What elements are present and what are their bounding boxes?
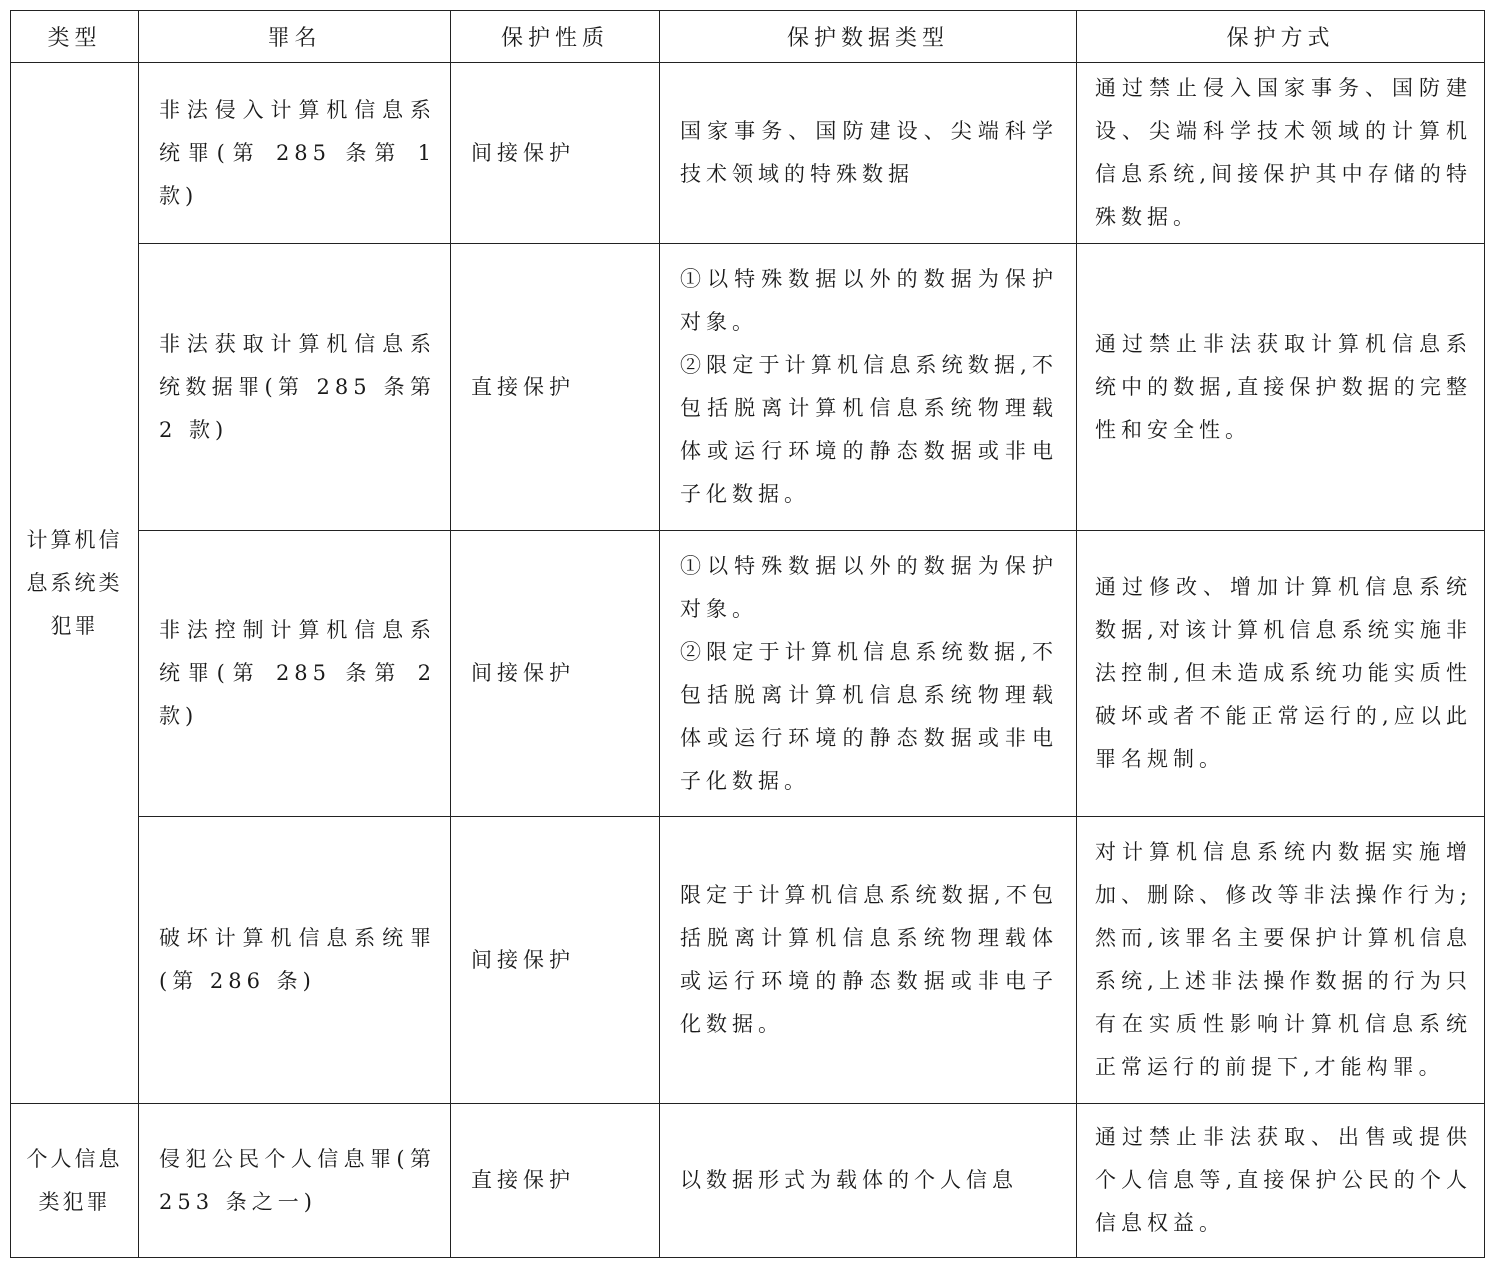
table-row [11, 531, 1485, 817]
protection-nature: 间接保护 [471, 661, 575, 685]
crime-cell [139, 1104, 451, 1258]
nature-cell [451, 1104, 660, 1258]
data-type-cell [660, 1104, 1077, 1258]
table-row [11, 63, 1485, 244]
header-row [11, 11, 1485, 63]
protection-nature: 间接保护 [471, 947, 575, 972]
table-row [11, 244, 1485, 531]
crime-name: 破坏计算机信息系统罪(第 286 条) [159, 926, 436, 993]
crime-cell [139, 817, 451, 1104]
data-type-item: ①以特殊数据以外的数据为保护对象。 [680, 553, 1058, 621]
nature-cell [451, 817, 660, 1104]
table-row [11, 817, 1485, 1104]
data-type-item: 国家事务、国防建设、尖端科学技术领域的特殊数据 [680, 119, 1058, 186]
type-cell [11, 1104, 139, 1258]
protection-mode: 通过禁止侵入国家事务、国防建设、尖端科学技术领域的计算机信息系统,间接保护其中存储的特殊数据。 [1095, 76, 1472, 229]
crime-name: 非法侵入计算机信息系统罪(第 285 条第 1 款) [159, 97, 436, 208]
protection-nature: 直接保护 [471, 374, 575, 399]
protection-nature: 间接保护 [471, 140, 575, 165]
protection-mode: 通过禁止非法获取、出售或提供个人信息等,直接保护公民的个人信息权益。 [1095, 1125, 1472, 1235]
protection-mode: 通过禁止非法获取计算机信息系统中的数据,直接保护数据的完整性和安全性。 [1095, 331, 1472, 442]
data-type-item: 以数据形式为载体的个人信息 [680, 1168, 1018, 1192]
header-nature: 保护性质 [451, 11, 660, 63]
data-type-cell [660, 817, 1077, 1104]
crime-cell [139, 531, 451, 817]
header-mode: 保护方式 [1077, 11, 1485, 63]
crime-name: 非法控制计算机信息系统罪(第 285 条第 2 款) [159, 618, 436, 728]
data-type-cell [660, 531, 1077, 817]
data-type-cell [660, 244, 1077, 531]
type-label: 计算机信息系统类犯罪 [26, 527, 123, 638]
nature-cell [451, 244, 660, 531]
table-row [11, 1104, 1485, 1258]
crime-cell [139, 63, 451, 244]
crime-cell [139, 244, 451, 531]
protection-mode: 对计算机信息系统内数据实施增加、删除、修改等非法操作行为;然而,该罪名主要保护计算机信息系统,上述非法操作数据的行为只有在实质性影响计算机信息系统正常运行的前提下,才能构罪。 [1095, 840, 1472, 1079]
protection-mode: 通过修改、增加计算机信息系统数据,对该计算机信息系统实施非法控制,但未造成系统功能实质性破坏或者不能正常运行的,应以此罪名规制。 [1095, 575, 1472, 771]
nature-cell [451, 531, 660, 817]
crime-name: 侵犯公民个人信息罪(第 253 条之一) [159, 1146, 436, 1214]
crime-data-protection-table [10, 10, 1485, 1258]
mode-cell [1077, 817, 1485, 1104]
type-label: 个人信息类犯罪 [26, 1146, 123, 1214]
header-type: 类型 [11, 11, 139, 63]
header-data-type: 保护数据类型 [660, 11, 1077, 63]
mode-cell [1077, 244, 1485, 531]
data-type-item: 限定于计算机信息系统数据,不包括脱离计算机信息系统物理载体或运行环境的静态数据或非电子化数据。 [680, 883, 1058, 1036]
data-type-item: ②限定于计算机信息系统数据,不包括脱离计算机信息系统物理载体或运行环境的静态数据或非电子化数据。 [680, 639, 1058, 793]
header-crime: 罪名 [139, 11, 451, 63]
mode-cell [1077, 531, 1485, 817]
protection-nature: 直接保护 [471, 1168, 575, 1192]
data-type-item: ②限定于计算机信息系统数据,不包括脱离计算机信息系统物理载体或运行环境的静态数据或非电子化数据。 [680, 353, 1058, 506]
mode-cell [1077, 1104, 1485, 1258]
mode-cell [1077, 63, 1485, 244]
type-cell [11, 63, 139, 1104]
nature-cell [451, 63, 660, 244]
data-type-cell [660, 63, 1077, 244]
crime-name: 非法获取计算机信息系统数据罪(第 285 条第 2 款) [159, 331, 436, 442]
data-type-item: ①以特殊数据以外的数据为保护对象。 [680, 267, 1058, 334]
